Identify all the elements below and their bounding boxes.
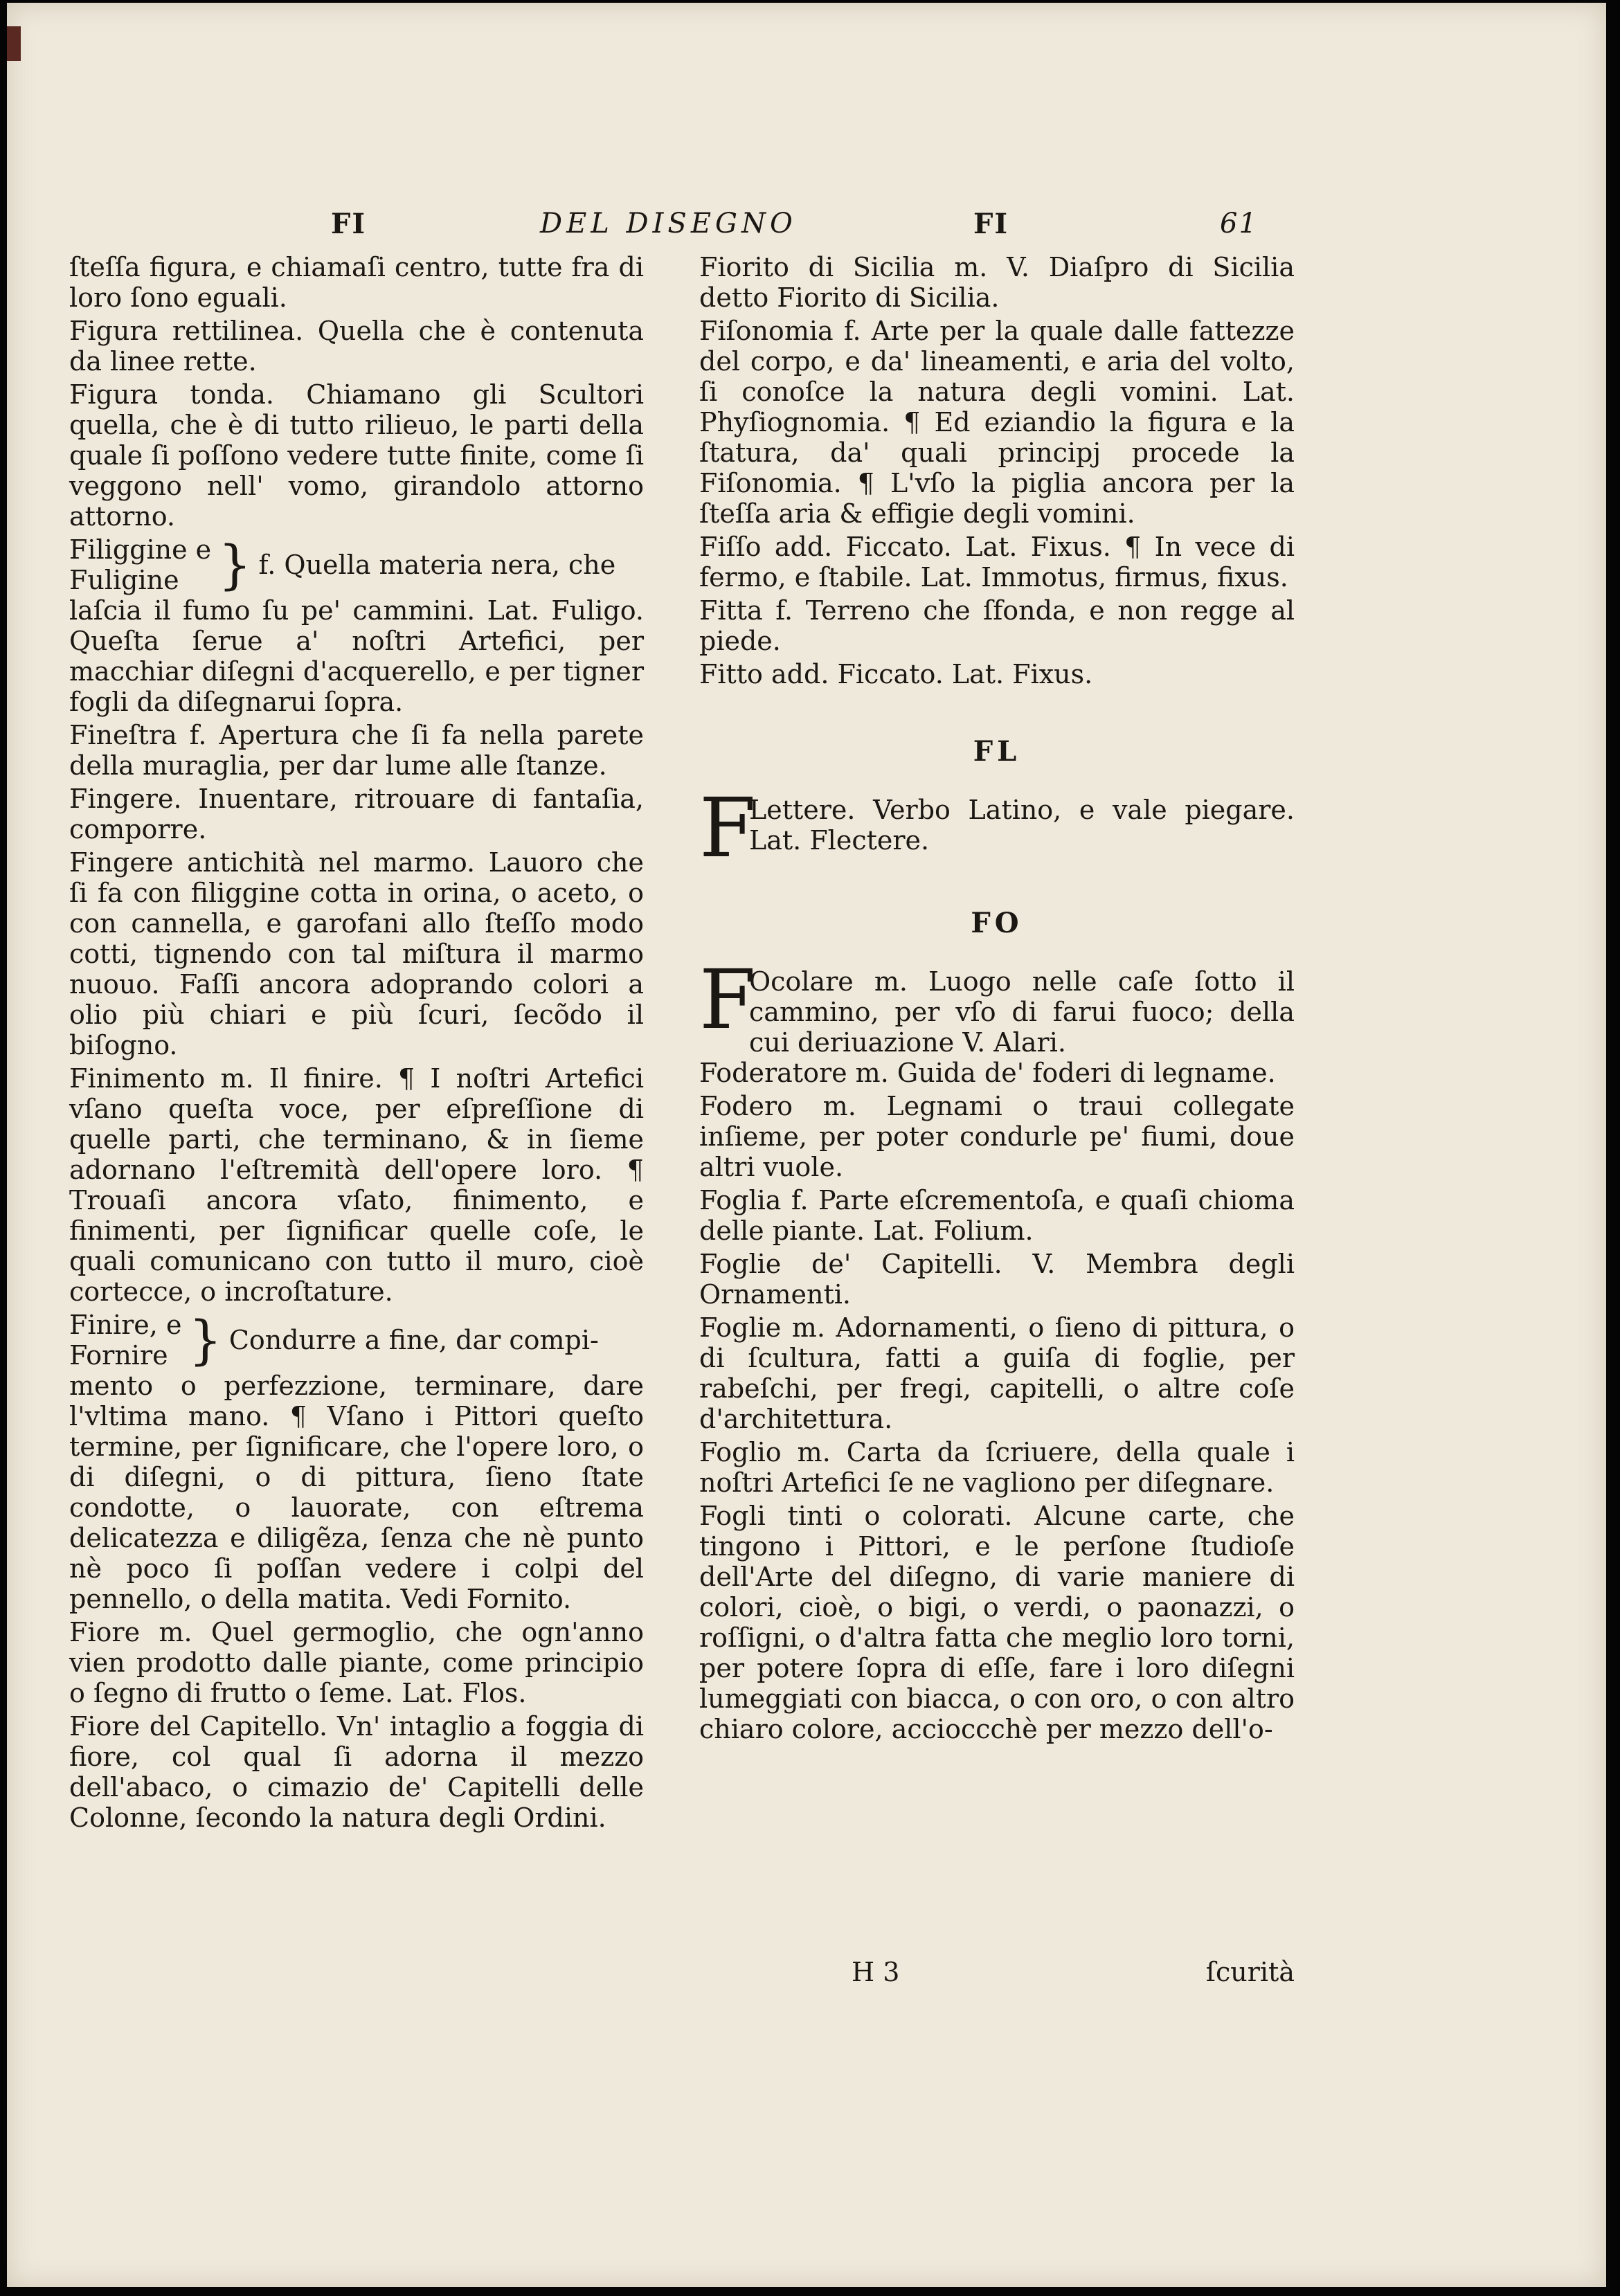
brace-glyph: } <box>218 534 252 595</box>
brace-entry <box>69 534 644 595</box>
entry-text: laſcia il fumo ſu pe' cammini. Lat. Fuligo. Queſta ſerue a' noſtri Artefici, per macchiar diſegni d'acquerello, e per tigner fogli da diſegnarui ſopra. <box>69 595 644 717</box>
entry-text: Fiore del Capitello. Vn' intaglio a foggia di fiore, col qual ſi adorna il mezzo dell'abaco, o cimazio de' Capitelli delle Colonne, ſecondo la natura degli Ordini. <box>69 1711 644 1833</box>
header-title: DEL DISEGNO <box>540 208 797 239</box>
entry-text: Fineſtra f. Apertura che ſi fa nella parete della muraglia, per dar lume alle ſtanze. <box>69 720 644 781</box>
drop-cap: F <box>699 952 756 1047</box>
entry-text: Fodero m. Legnami o traui collegate inſieme, per poter condurle pe' fiumi, doue altri vuole. <box>699 1091 1295 1182</box>
section-title-fl: FL <box>973 735 1021 768</box>
left-column <box>69 252 644 1836</box>
entry-text: Fitta f. Terreno che ſfonda, e non regge al piede. <box>699 595 1295 656</box>
entry-text: Fingere antichità nel marmo. Lauoro che ſi fa con filiggine cotta in orina, o aceto, o con cannella, e garofani allo ſteſſo modo cotti, tignendo con tal miſtura il marmo nuouo. Faſſi ancora adoprando colori a olio più chiari e più ſcuri, ſecõdo il biſogno. <box>69 847 644 1060</box>
book-page <box>7 3 1606 2287</box>
entry-text: Fiore m. Quel germoglio, che ogn'anno vien prodotto dalle piante, come principio o ſegno di frutto o ſeme. Lat. Flos. <box>69 1617 644 1708</box>
entry-text: Fitto add. Ficcato. Lat. Fixus. <box>699 659 1093 689</box>
catchword: ſcurità <box>1205 1957 1295 1987</box>
entry-text: Foderatore m. Guida de' foderi di legname. <box>699 1058 1276 1088</box>
entry-text: Fogli tinti o colorati. Alcune carte, che tingono i Pittori, e le perſone ſtudioſe dell'Arte del diſegno, di varie maniere di colori, cioè, o bigi, o verdi, o paonazzi, o roſſigni, o d'altra fatta che meglio loro torni, per potere ſopra di eſſe, fare i loro diſegni lumeggiati con biacca, o con oro, o con altro chiaro colore, accioccchè per mezzo dell'o- <box>699 1501 1295 1744</box>
entry-text: Figura tonda. Chiamano gli Scultori quella, che è di tutto rilieuo, le parti della quale ſi poſſono vedere tutte finite, come ſi veggono nell' vomo, girandolo attorno attorno. <box>69 379 644 532</box>
running-header <box>7 208 1606 249</box>
signature-mark: H 3 <box>852 1957 900 1987</box>
drop-cap: F <box>699 780 756 876</box>
entry-text: Fingere. Inuentare, ritrouare di fantaſia, comporre. <box>69 784 644 844</box>
entry-text: Fiſſo add. Ficcato. Lat. Fixus. ¶ In vece di fermo, e ſtabile. Lat. Immotus, firmus, fixus. <box>699 532 1295 593</box>
entry-text: Foglio m. Carta da ſcriuere, della quale i noſtri Artefici ſe ne vagliono per diſegnare. <box>699 1437 1295 1498</box>
entry-text: Foglie de' Capitelli. V. Membra degli Ornamenti. <box>699 1249 1295 1310</box>
header-left: FI <box>331 208 367 240</box>
brace-terms <box>69 534 211 595</box>
dropcap-entry-fo <box>699 952 1295 1058</box>
entry-text: ſteſſa figura, e chiamaſi centro, tutte fra di loro ſono eguali. <box>69 252 644 313</box>
entry-text: mento o perfezzione, terminare, dare l'vltima mano. ¶ Vſano i Pittori queſto termine, per ſignificare, che l'opere loro, o di diſegni, o di pittura, ſieno ſtate condotte, o lauorate, con eſtrema delicatezza e diligẽza, ſenza che nè punto nè poco ſi poſſan vedere i colpi del pennello, o della matita. Vedi Fornito. <box>69 1371 644 1614</box>
header-right: FI <box>973 208 1009 240</box>
page-number: 61 <box>1220 208 1258 239</box>
entry-text: Foglia f. Parte eſcrementoſa, e quaſi chioma delle piante. Lat. Folium. <box>699 1185 1295 1246</box>
page-footer <box>699 1957 1295 1991</box>
brace-entry <box>69 1310 644 1371</box>
brace-term: Finire, e <box>69 1310 182 1340</box>
entry-text: Fiſonomia f. Arte per la quale dalle fattezze del corpo, e da' lineamenti, e aria del volto, ſi conoſce la natura degli vomini. Lat. Phyſiognomia. ¶ Ed eziandio la figura e la ſtatura, da' quali principj procede la Fiſonomia. ¶ L'vſo la piglia ancora per la ſteſſa aria & effigie degli vomini. <box>699 316 1295 529</box>
brace-definition: f. Quella materia nera, che <box>258 550 616 580</box>
brace-terms <box>69 1310 181 1371</box>
brace-term: Fornire <box>69 1340 168 1371</box>
entry-text: Figura rettilinea. Quella che è contenuta da linee rette. <box>69 316 644 377</box>
entry-text: Fiorito di Sicilia m. V. Diaſpro di Sicilia detto Fiorito di Sicilia. <box>699 252 1295 313</box>
right-column <box>699 252 1295 1747</box>
brace-term: Filiggine e <box>69 534 212 565</box>
entry-text: Foglie m. Adornamenti, o ſieno di pittura, o di ſcultura, fatti a guiſa di foglie, per rabeſchi, per fregi, capitelli, o altre coſe d'architettura. <box>699 1312 1295 1434</box>
dropcap-entry-fl <box>699 780 1295 876</box>
brace-definition: Condurre a fine, dar compi- <box>228 1325 599 1355</box>
brace-glyph: } <box>188 1309 222 1371</box>
entry-text: Finimento m. Il finire. ¶ I noſtri Artefici vſano queſta voce, per eſpreſſione di quelle parti, che terminano, & in ſieme adornano l'eſtremità dell'opere loro. ¶ Trouaſi ancora vſato, finimento, e finimenti, per ſignificar quelle coſe, le quali comunicano con tutto il muro, cioè cortecce, o incroſtature. <box>69 1063 644 1307</box>
brace-term: Fuligine <box>69 565 179 595</box>
section-title-fo: FO <box>971 907 1023 939</box>
page-tab-mark <box>7 26 21 61</box>
dropcap-text: Lettere. Verbo Latino, e vale piegare. Lat. Flectere. <box>749 795 1295 856</box>
dropcap-text: Ocolare m. Luogo nelle caſe ſotto il cammino, per vſo di farui fuoco; della cui deriuazione V. Alari. <box>749 966 1295 1058</box>
